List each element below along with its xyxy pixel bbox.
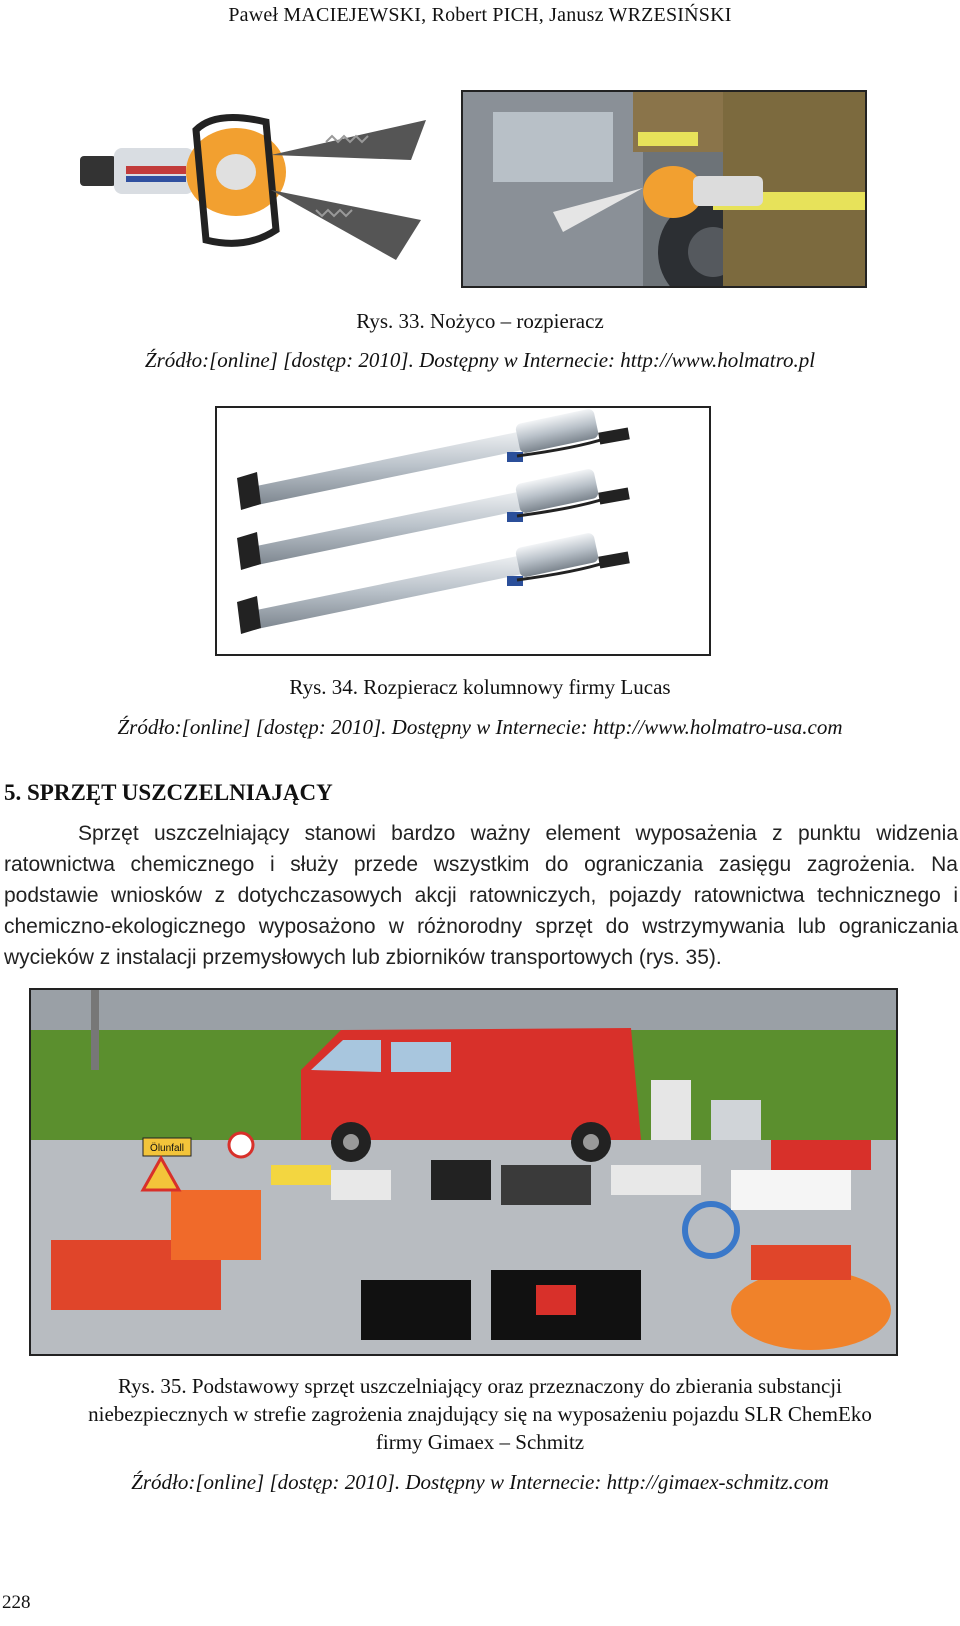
fig33-rescue-photo bbox=[461, 90, 867, 288]
body-paragraph-text: Sprzęt uszczelniający stanowi bardzo ważny element wyposażenia z punktu widzenia ratownictwa chemicznego i służy przede wszystkim do ograniczania zasięgu zagrożenia. Na podstawie wniosków z dotychczasowych akcji ratowniczych, pojazdy ratownictwa technicznego i chemiczno-ekologicznego wyposażono w różnorodny sprzęt do wstrzymywania lub ograniczania wycieków z instalacji przemysłowych lub zbiorników transportowych (rys. 35). bbox=[4, 822, 958, 969]
fig34-spreaders-image bbox=[215, 406, 711, 656]
fig35-source: Źródło:[online] [dostęp: 2010]. Dostępny w Internecie: http://gimaex-schmitz.com bbox=[131, 1470, 829, 1494]
fig33-caption: Rys. 33. Nożyco – rozpieracz bbox=[356, 309, 604, 333]
fig35-caption-line2: niebezpiecznych w strefie zagrożenia znajdujący się na wyposażeniu pojazdu SLR ChemEko bbox=[88, 1402, 872, 1426]
fig34-source: Źródło:[online] [dostęp: 2010]. Dostępny w Internecie: http://www.holmatro-usa.com bbox=[117, 715, 843, 739]
running-header: Paweł MACIEJEWSKI, Robert PICH, Janusz WRZESIŃSKI bbox=[228, 4, 732, 26]
fig35-caption-line1: Rys. 35. Podstawowy sprzęt uszczelniający oraz przeznaczony do zbierania substancji bbox=[118, 1374, 842, 1398]
fig35-caption-line3: firmy Gimaex – Schmitz bbox=[375, 1430, 585, 1454]
fig35-sign-text: Ölunfall bbox=[150, 1143, 184, 1154]
page-number: 228 bbox=[2, 1592, 31, 1613]
body-paragraph bbox=[4, 818, 958, 973]
section-heading: 5. SPRZĘT USZCZELNIAJĄCY bbox=[4, 780, 333, 805]
fig34-caption: Rys. 34. Rozpieracz kolumnowy firmy Lucas bbox=[289, 675, 671, 699]
fig33-tool-image bbox=[66, 100, 446, 290]
fig35-equipment-photo bbox=[29, 988, 898, 1356]
fig33-source: Źródło:[online] [dostęp: 2010]. Dostępny w Internecie: http://www.holmatro.pl bbox=[144, 348, 816, 372]
